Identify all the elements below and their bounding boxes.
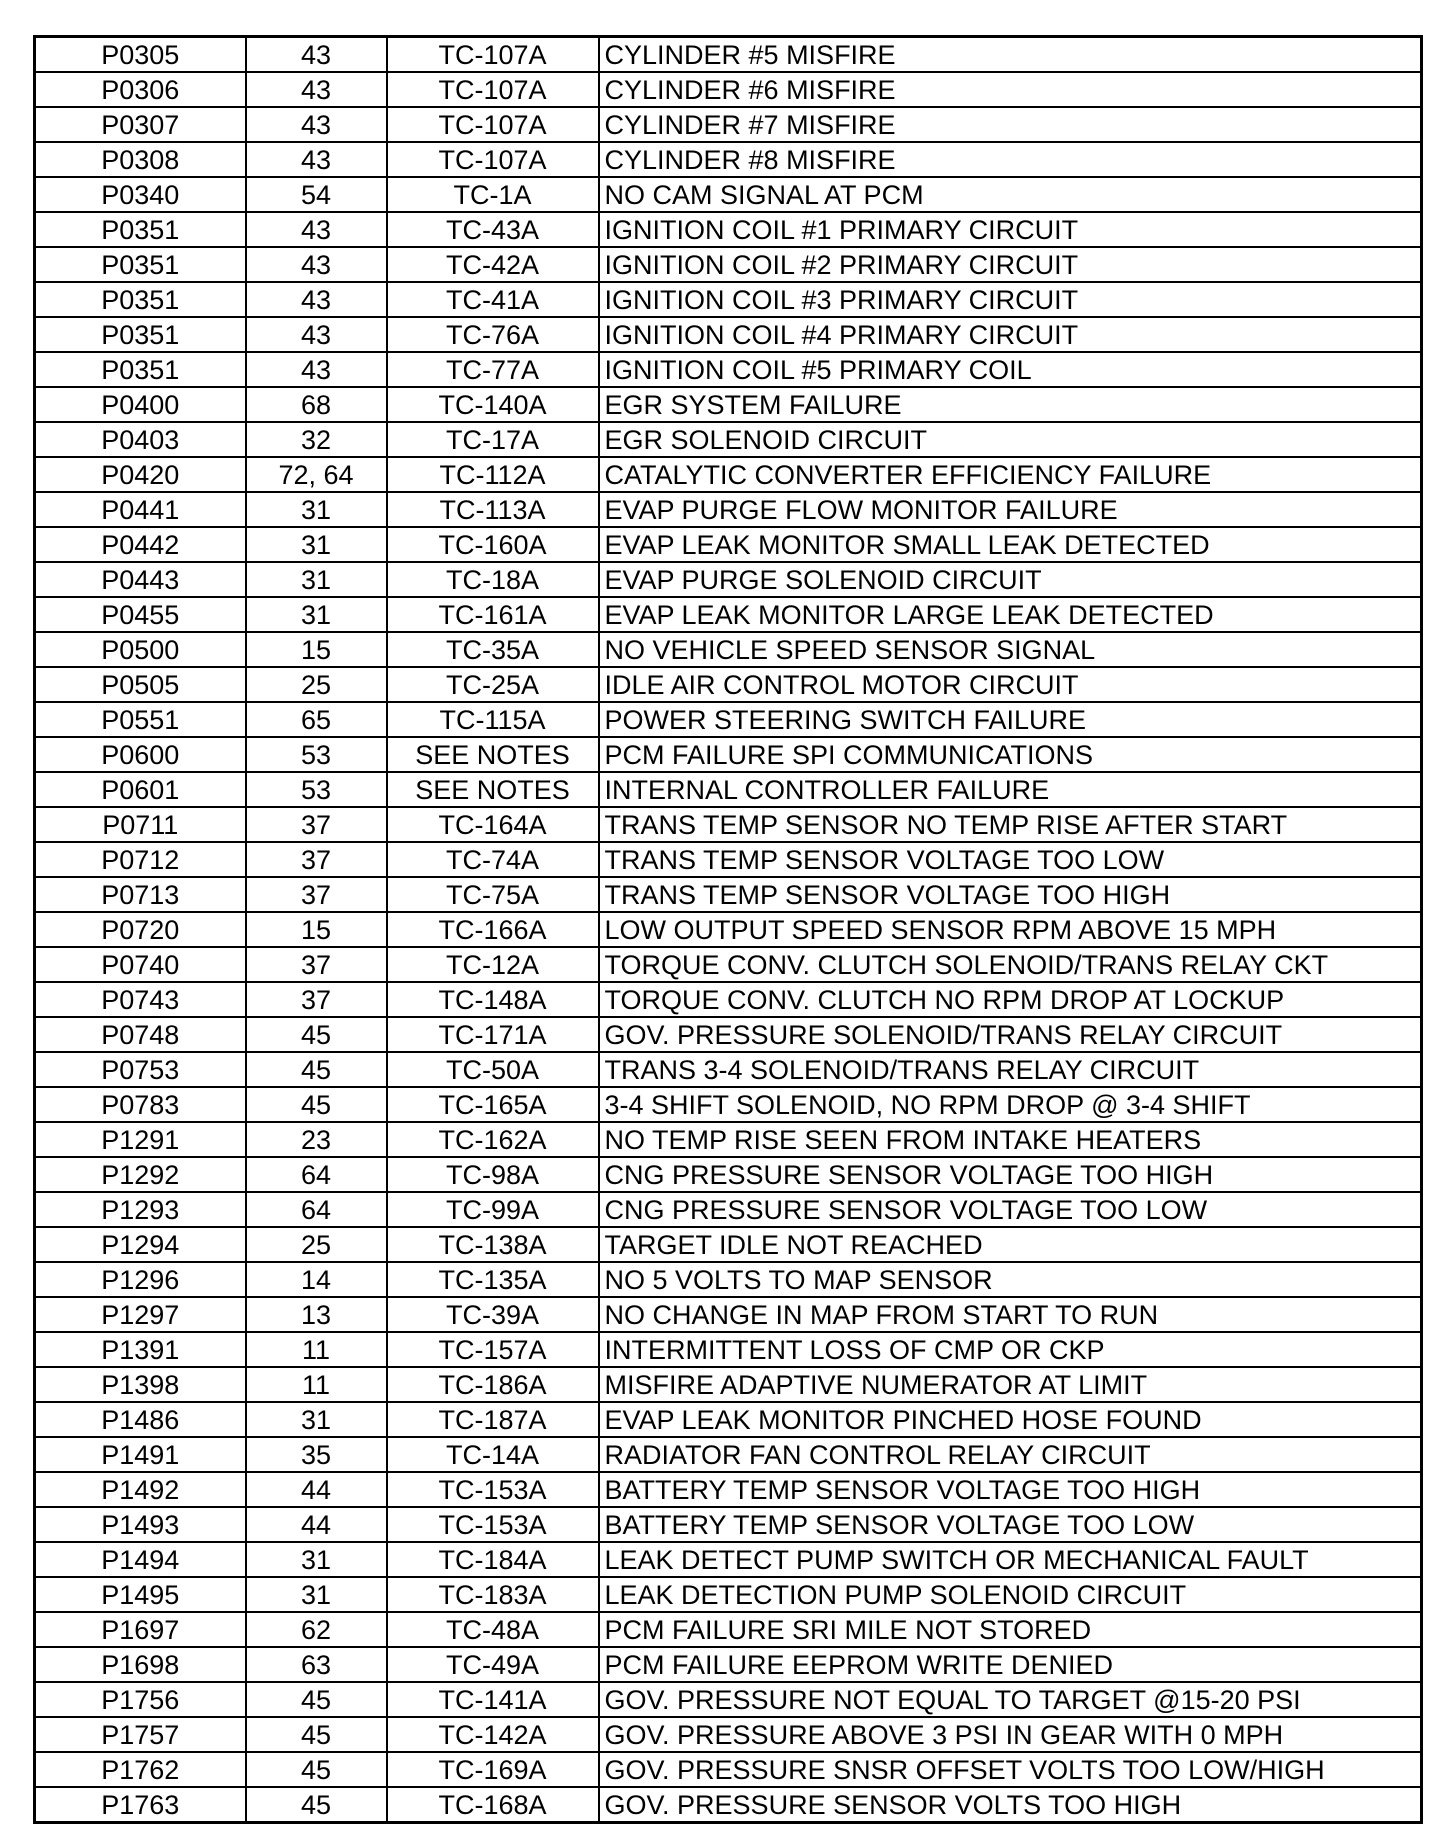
table-row — [35, 737, 1422, 772]
dtc-code-cell: P0455 — [35, 597, 246, 632]
description-cell: CYLINDER #8 MISFIRE — [599, 142, 1422, 177]
dtc-code-cell: P0551 — [35, 702, 246, 737]
table-row — [35, 877, 1422, 912]
test-procedure-cell: TC-76A — [387, 317, 599, 352]
test-procedure-cell: TC-186A — [387, 1367, 599, 1402]
description-cell: CATALYTIC CONVERTER EFFICIENCY FAILURE — [599, 457, 1422, 492]
flash-code-cell: 31 — [246, 562, 387, 597]
flash-code-cell: 37 — [246, 982, 387, 1017]
table-row — [35, 1227, 1422, 1262]
test-procedure-cell: TC-14A — [387, 1437, 599, 1472]
description-cell: TORQUE CONV. CLUTCH NO RPM DROP AT LOCKUP — [599, 982, 1422, 1017]
flash-code-cell: 62 — [246, 1612, 387, 1647]
description-cell: PCM FAILURE EEPROM WRITE DENIED — [599, 1647, 1422, 1682]
flash-code-cell: 32 — [246, 422, 387, 457]
description-cell: NO VEHICLE SPEED SENSOR SIGNAL — [599, 632, 1422, 667]
test-procedure-cell: TC-112A — [387, 457, 599, 492]
description-cell: INTERNAL CONTROLLER FAILURE — [599, 772, 1422, 807]
description-cell: CYLINDER #6 MISFIRE — [599, 72, 1422, 107]
flash-code-cell: 45 — [246, 1787, 387, 1823]
dtc-code-cell: P1391 — [35, 1332, 246, 1367]
flash-code-cell: 37 — [246, 947, 387, 982]
test-procedure-cell: TC-142A — [387, 1717, 599, 1752]
test-procedure-cell: TC-141A — [387, 1682, 599, 1717]
description-cell: TRANS TEMP SENSOR VOLTAGE TOO LOW — [599, 842, 1422, 877]
table-row — [35, 1087, 1422, 1122]
test-procedure-cell: TC-162A — [387, 1122, 599, 1157]
flash-code-cell: 72, 64 — [246, 457, 387, 492]
test-procedure-cell: TC-48A — [387, 1612, 599, 1647]
table-row — [35, 422, 1422, 457]
test-procedure-cell: TC-74A — [387, 842, 599, 877]
description-cell: IGNITION COIL #3 PRIMARY CIRCUIT — [599, 282, 1422, 317]
description-cell: CYLINDER #7 MISFIRE — [599, 107, 1422, 142]
test-procedure-cell: TC-161A — [387, 597, 599, 632]
test-procedure-cell: TC-138A — [387, 1227, 599, 1262]
test-procedure-cell: SEE NOTES — [387, 772, 599, 807]
flash-code-cell: 15 — [246, 632, 387, 667]
flash-code-cell: 35 — [246, 1437, 387, 1472]
flash-code-cell: 43 — [246, 247, 387, 282]
table-row — [35, 457, 1422, 492]
dtc-code-cell: P0351 — [35, 247, 246, 282]
table-row — [35, 107, 1422, 142]
dtc-code-cell: P1296 — [35, 1262, 246, 1297]
flash-code-cell: 43 — [246, 212, 387, 247]
table-row — [35, 1262, 1422, 1297]
test-procedure-cell: TC-184A — [387, 1542, 599, 1577]
flash-code-cell: 63 — [246, 1647, 387, 1682]
test-procedure-cell: TC-43A — [387, 212, 599, 247]
description-cell: IGNITION COIL #4 PRIMARY CIRCUIT — [599, 317, 1422, 352]
table-row — [35, 772, 1422, 807]
test-procedure-cell: TC-107A — [387, 142, 599, 177]
table-row — [35, 1752, 1422, 1787]
flash-code-cell: 15 — [246, 912, 387, 947]
dtc-code-cell: P1297 — [35, 1297, 246, 1332]
description-cell: NO CAM SIGNAL AT PCM — [599, 177, 1422, 212]
description-cell: IDLE AIR CONTROL MOTOR CIRCUIT — [599, 667, 1422, 702]
description-cell: EGR SOLENOID CIRCUIT — [599, 422, 1422, 457]
test-procedure-cell: TC-171A — [387, 1017, 599, 1052]
dtc-code-cell: P0308 — [35, 142, 246, 177]
test-procedure-cell: TC-160A — [387, 527, 599, 562]
flash-code-cell: 31 — [246, 1542, 387, 1577]
dtc-code-cell: P0403 — [35, 422, 246, 457]
description-cell: TARGET IDLE NOT REACHED — [599, 1227, 1422, 1262]
dtc-code-cell: P0712 — [35, 842, 246, 877]
dtc-code-cell: P1292 — [35, 1157, 246, 1192]
flash-code-cell: 37 — [246, 877, 387, 912]
dtc-code-cell: P0400 — [35, 387, 246, 422]
test-procedure-cell: TC-113A — [387, 492, 599, 527]
table-row — [35, 1402, 1422, 1437]
table-row — [35, 1472, 1422, 1507]
flash-code-cell: 23 — [246, 1122, 387, 1157]
flash-code-cell: 13 — [246, 1297, 387, 1332]
flash-code-cell: 37 — [246, 842, 387, 877]
description-cell: EGR SYSTEM FAILURE — [599, 387, 1422, 422]
test-procedure-cell: TC-42A — [387, 247, 599, 282]
flash-code-cell: 43 — [246, 352, 387, 387]
flash-code-cell: 31 — [246, 492, 387, 527]
test-procedure-cell: TC-168A — [387, 1787, 599, 1823]
table-row — [35, 1052, 1422, 1087]
test-procedure-cell: TC-50A — [387, 1052, 599, 1087]
description-cell: IGNITION COIL #5 PRIMARY COIL — [599, 352, 1422, 387]
test-procedure-cell: TC-187A — [387, 1402, 599, 1437]
dtc-code-cell: P1398 — [35, 1367, 246, 1402]
description-cell: BATTERY TEMP SENSOR VOLTAGE TOO HIGH — [599, 1472, 1422, 1507]
description-cell: PCM FAILURE SRI MILE NOT STORED — [599, 1612, 1422, 1647]
description-cell: GOV. PRESSURE SOLENOID/TRANS RELAY CIRCUIT — [599, 1017, 1422, 1052]
dtc-code-cell: P0720 — [35, 912, 246, 947]
flash-code-cell: 11 — [246, 1367, 387, 1402]
test-procedure-cell: TC-153A — [387, 1472, 599, 1507]
table-row — [35, 597, 1422, 632]
dtc-code-cell: P0748 — [35, 1017, 246, 1052]
description-cell: LOW OUTPUT SPEED SENSOR RPM ABOVE 15 MPH — [599, 912, 1422, 947]
table-row — [35, 247, 1422, 282]
description-cell: TORQUE CONV. CLUTCH SOLENOID/TRANS RELAY CKT — [599, 947, 1422, 982]
flash-code-cell: 25 — [246, 667, 387, 702]
dtc-code-cell: P0305 — [35, 37, 246, 73]
description-cell: GOV. PRESSURE ABOVE 3 PSI IN GEAR WITH 0 MPH — [599, 1717, 1422, 1752]
description-cell: NO 5 VOLTS TO MAP SENSOR — [599, 1262, 1422, 1297]
dtc-code-cell: P0351 — [35, 282, 246, 317]
description-cell: RADIATOR FAN CONTROL RELAY CIRCUIT — [599, 1437, 1422, 1472]
flash-code-cell: 54 — [246, 177, 387, 212]
dtc-code-cell: P1698 — [35, 1647, 246, 1682]
dtc-code-cell: P0306 — [35, 72, 246, 107]
description-cell: IGNITION COIL #2 PRIMARY CIRCUIT — [599, 247, 1422, 282]
dtc-code-cell: P0420 — [35, 457, 246, 492]
dtc-code-cell: P1293 — [35, 1192, 246, 1227]
table-row — [35, 492, 1422, 527]
description-cell: PCM FAILURE SPI COMMUNICATIONS — [599, 737, 1422, 772]
flash-code-cell: 45 — [246, 1087, 387, 1122]
description-cell: NO CHANGE IN MAP FROM START TO RUN — [599, 1297, 1422, 1332]
table-row — [35, 1297, 1422, 1332]
dtc-code-cell: P1294 — [35, 1227, 246, 1262]
test-procedure-cell: TC-183A — [387, 1577, 599, 1612]
dtc-code-cell: P0307 — [35, 107, 246, 142]
dtc-code-cell: P1697 — [35, 1612, 246, 1647]
dtc-code-cell: P1763 — [35, 1787, 246, 1823]
flash-code-cell: 64 — [246, 1157, 387, 1192]
flash-code-cell: 43 — [246, 37, 387, 73]
flash-code-cell: 31 — [246, 1402, 387, 1437]
description-cell: POWER STEERING SWITCH FAILURE — [599, 702, 1422, 737]
test-procedure-cell: TC-41A — [387, 282, 599, 317]
flash-code-cell: 43 — [246, 317, 387, 352]
description-cell: BATTERY TEMP SENSOR VOLTAGE TOO LOW — [599, 1507, 1422, 1542]
table-row — [35, 527, 1422, 562]
dtc-code-cell: P0442 — [35, 527, 246, 562]
flash-code-cell: 45 — [246, 1717, 387, 1752]
dtc-code-cell: P0443 — [35, 562, 246, 597]
flash-code-cell: 31 — [246, 597, 387, 632]
flash-code-cell: 43 — [246, 282, 387, 317]
dtc-code-cell: P0351 — [35, 317, 246, 352]
flash-code-cell: 68 — [246, 387, 387, 422]
table-row — [35, 1647, 1422, 1682]
flash-code-cell: 11 — [246, 1332, 387, 1367]
table-row — [35, 212, 1422, 247]
flash-code-cell: 65 — [246, 702, 387, 737]
description-cell: TRANS TEMP SENSOR NO TEMP RISE AFTER START — [599, 807, 1422, 842]
dtc-code-cell: P1762 — [35, 1752, 246, 1787]
description-cell: EVAP PURGE SOLENOID CIRCUIT — [599, 562, 1422, 597]
description-cell: LEAK DETECTION PUMP SOLENOID CIRCUIT — [599, 1577, 1422, 1612]
description-cell: GOV. PRESSURE SENSOR VOLTS TOO HIGH — [599, 1787, 1422, 1823]
description-cell: CYLINDER #5 MISFIRE — [599, 37, 1422, 73]
table-row — [35, 1017, 1422, 1052]
test-procedure-cell: TC-164A — [387, 807, 599, 842]
table-row — [35, 177, 1422, 212]
dtc-code-cell: P0505 — [35, 667, 246, 702]
table-row — [35, 1157, 1422, 1192]
dtc-code-cell: P0713 — [35, 877, 246, 912]
flash-code-cell: 45 — [246, 1017, 387, 1052]
flash-code-cell: 53 — [246, 737, 387, 772]
test-procedure-cell: TC-75A — [387, 877, 599, 912]
test-procedure-cell: TC-148A — [387, 982, 599, 1017]
test-procedure-cell: TC-165A — [387, 1087, 599, 1122]
test-procedure-cell: TC-18A — [387, 562, 599, 597]
dtc-table — [33, 35, 1423, 1824]
table-row — [35, 352, 1422, 387]
description-cell: GOV. PRESSURE SNSR OFFSET VOLTS TOO LOW/HIGH — [599, 1752, 1422, 1787]
table-row — [35, 912, 1422, 947]
table-row — [35, 37, 1422, 73]
test-procedure-cell: TC-115A — [387, 702, 599, 737]
test-procedure-cell: TC-12A — [387, 947, 599, 982]
flash-code-cell: 31 — [246, 527, 387, 562]
dtc-code-cell: P1757 — [35, 1717, 246, 1752]
table-row — [35, 632, 1422, 667]
table-row — [35, 1787, 1422, 1823]
test-procedure-cell: TC-17A — [387, 422, 599, 457]
table-row — [35, 72, 1422, 107]
table-row — [35, 142, 1422, 177]
dtc-code-cell: P0740 — [35, 947, 246, 982]
test-procedure-cell: TC-140A — [387, 387, 599, 422]
table-row — [35, 317, 1422, 352]
test-procedure-cell: TC-49A — [387, 1647, 599, 1682]
test-procedure-cell: TC-107A — [387, 72, 599, 107]
table-row — [35, 562, 1422, 597]
dtc-code-cell: P1291 — [35, 1122, 246, 1157]
flash-code-cell: 45 — [246, 1682, 387, 1717]
description-cell: LEAK DETECT PUMP SWITCH OR MECHANICAL FAULT — [599, 1542, 1422, 1577]
test-procedure-cell: TC-99A — [387, 1192, 599, 1227]
test-procedure-cell: TC-107A — [387, 107, 599, 142]
test-procedure-cell: TC-25A — [387, 667, 599, 702]
table-row — [35, 1682, 1422, 1717]
dtc-code-cell: P0711 — [35, 807, 246, 842]
table-row — [35, 842, 1422, 877]
description-cell: NO TEMP RISE SEEN FROM INTAKE HEATERS — [599, 1122, 1422, 1157]
flash-code-cell: 53 — [246, 772, 387, 807]
description-cell: CNG PRESSURE SENSOR VOLTAGE TOO HIGH — [599, 1157, 1422, 1192]
table-row — [35, 667, 1422, 702]
description-cell: TRANS 3-4 SOLENOID/TRANS RELAY CIRCUIT — [599, 1052, 1422, 1087]
test-procedure-cell: TC-166A — [387, 912, 599, 947]
flash-code-cell: 43 — [246, 107, 387, 142]
table-row — [35, 982, 1422, 1017]
dtc-code-cell: P0743 — [35, 982, 246, 1017]
dtc-code-cell: P0600 — [35, 737, 246, 772]
dtc-code-cell: P0783 — [35, 1087, 246, 1122]
flash-code-cell: 25 — [246, 1227, 387, 1262]
description-cell: IGNITION COIL #1 PRIMARY CIRCUIT — [599, 212, 1422, 247]
table-row — [35, 1507, 1422, 1542]
table-row — [35, 1717, 1422, 1752]
table-row — [35, 1192, 1422, 1227]
flash-code-cell: 64 — [246, 1192, 387, 1227]
test-procedure-cell: TC-107A — [387, 37, 599, 73]
flash-code-cell: 31 — [246, 1577, 387, 1612]
description-cell: MISFIRE ADAPTIVE NUMERATOR AT LIMIT — [599, 1367, 1422, 1402]
dtc-code-cell: P1495 — [35, 1577, 246, 1612]
flash-code-cell: 14 — [246, 1262, 387, 1297]
dtc-code-cell: P0753 — [35, 1052, 246, 1087]
dtc-code-cell: P0351 — [35, 352, 246, 387]
table-row — [35, 1332, 1422, 1367]
dtc-code-cell: P0340 — [35, 177, 246, 212]
table-row — [35, 387, 1422, 422]
flash-code-cell: 45 — [246, 1752, 387, 1787]
test-procedure-cell: TC-39A — [387, 1297, 599, 1332]
description-cell: INTERMITTENT LOSS OF CMP OR CKP — [599, 1332, 1422, 1367]
table-row — [35, 1122, 1422, 1157]
table-row — [35, 1612, 1422, 1647]
test-procedure-cell: TC-169A — [387, 1752, 599, 1787]
dtc-table-body — [35, 37, 1422, 1823]
description-cell: EVAP LEAK MONITOR PINCHED HOSE FOUND — [599, 1402, 1422, 1437]
dtc-code-cell: P1493 — [35, 1507, 246, 1542]
dtc-code-cell: P0601 — [35, 772, 246, 807]
test-procedure-cell: TC-98A — [387, 1157, 599, 1192]
dtc-code-cell: P1491 — [35, 1437, 246, 1472]
flash-code-cell: 43 — [246, 72, 387, 107]
dtc-code-cell: P1494 — [35, 1542, 246, 1577]
test-procedure-cell: TC-35A — [387, 632, 599, 667]
dtc-code-cell: P0351 — [35, 212, 246, 247]
description-cell: EVAP LEAK MONITOR LARGE LEAK DETECTED — [599, 597, 1422, 632]
test-procedure-cell: SEE NOTES — [387, 737, 599, 772]
table-row — [35, 1367, 1422, 1402]
table-row — [35, 1542, 1422, 1577]
description-cell: GOV. PRESSURE NOT EQUAL TO TARGET @15-20 PSI — [599, 1682, 1422, 1717]
test-procedure-cell: TC-1A — [387, 177, 599, 212]
table-row — [35, 702, 1422, 737]
dtc-code-cell: P1756 — [35, 1682, 246, 1717]
test-procedure-cell: TC-77A — [387, 352, 599, 387]
description-cell: TRANS TEMP SENSOR VOLTAGE TOO HIGH — [599, 877, 1422, 912]
table-row — [35, 282, 1422, 317]
table-row — [35, 947, 1422, 982]
table-row — [35, 807, 1422, 842]
table-row — [35, 1437, 1422, 1472]
test-procedure-cell: TC-157A — [387, 1332, 599, 1367]
dtc-code-cell: P1492 — [35, 1472, 246, 1507]
dtc-code-cell: P1486 — [35, 1402, 246, 1437]
flash-code-cell: 44 — [246, 1507, 387, 1542]
description-cell: EVAP PURGE FLOW MONITOR FAILURE — [599, 492, 1422, 527]
dtc-code-cell: P0500 — [35, 632, 246, 667]
table-row — [35, 1577, 1422, 1612]
test-procedure-cell: TC-153A — [387, 1507, 599, 1542]
flash-code-cell: 44 — [246, 1472, 387, 1507]
flash-code-cell: 45 — [246, 1052, 387, 1087]
description-cell: 3-4 SHIFT SOLENOID, NO RPM DROP @ 3-4 SHIFT — [599, 1087, 1422, 1122]
description-cell: EVAP LEAK MONITOR SMALL LEAK DETECTED — [599, 527, 1422, 562]
flash-code-cell: 43 — [246, 142, 387, 177]
description-cell: CNG PRESSURE SENSOR VOLTAGE TOO LOW — [599, 1192, 1422, 1227]
test-procedure-cell: TC-135A — [387, 1262, 599, 1297]
dtc-code-cell: P0441 — [35, 492, 246, 527]
flash-code-cell: 37 — [246, 807, 387, 842]
